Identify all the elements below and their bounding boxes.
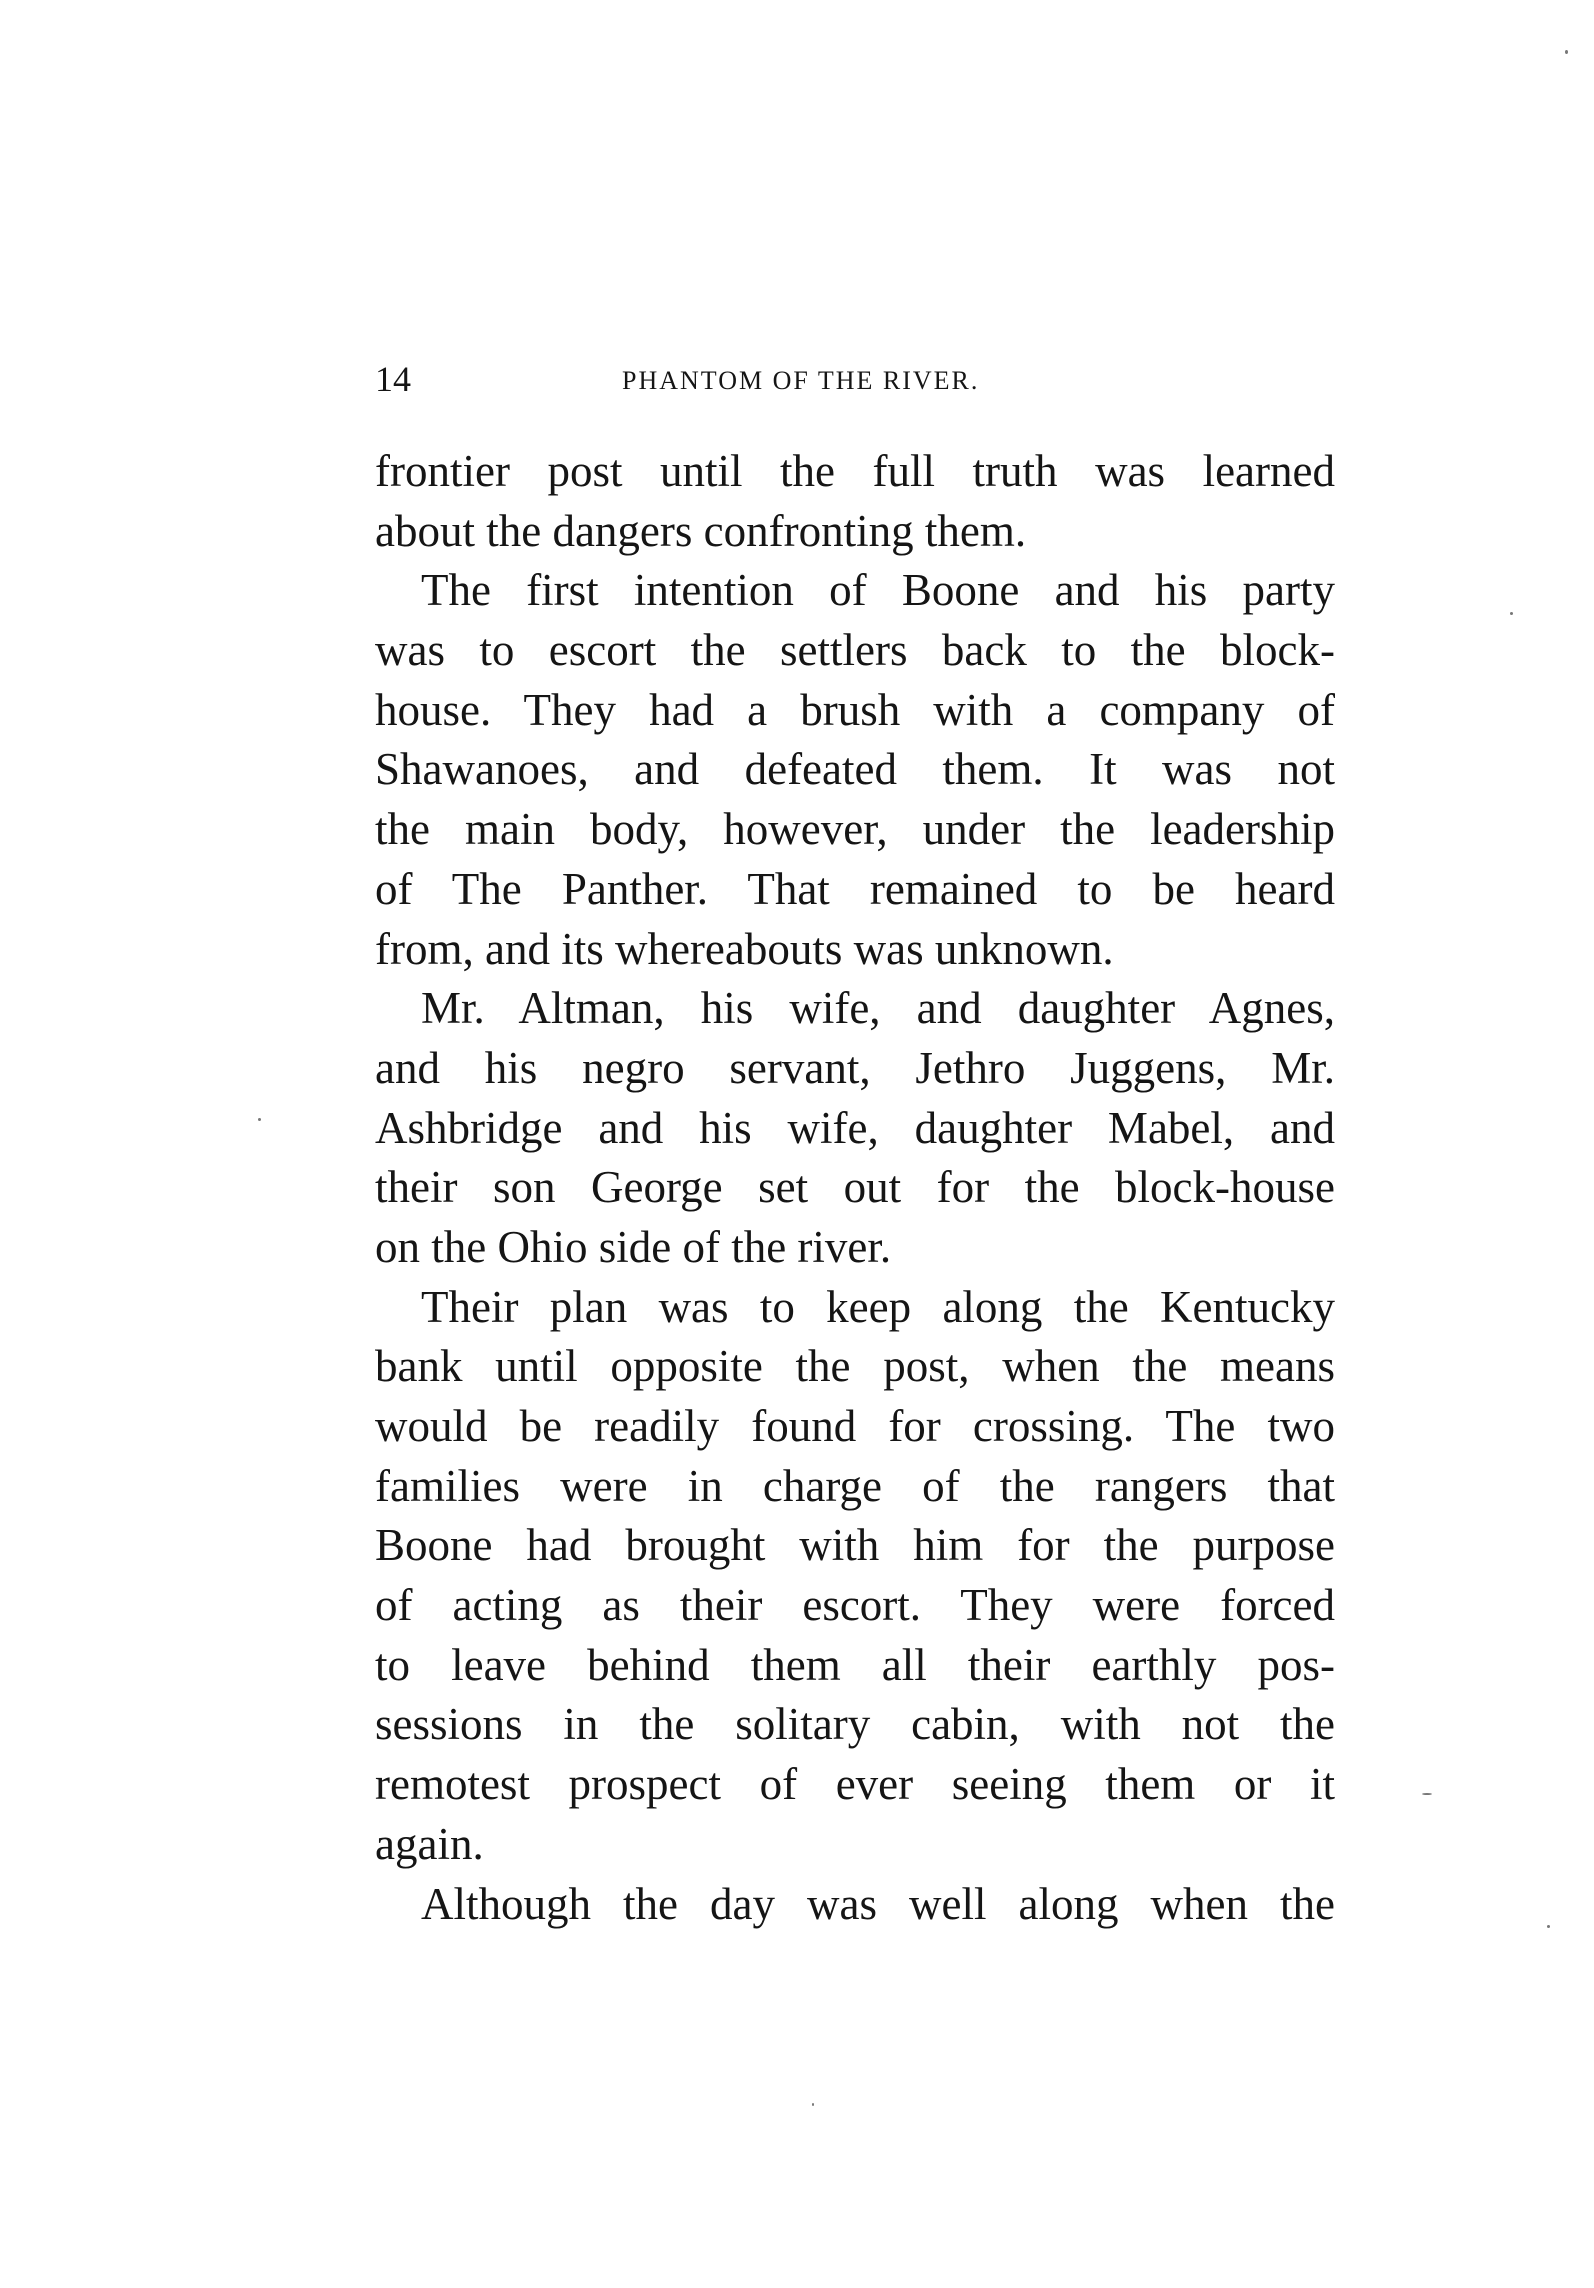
scan-speck: [1510, 612, 1513, 615]
text-line: Ashbridge and his wife, daughter Mabel, and: [375, 1102, 1335, 1153]
text-line: would be readily found for crossing. The two: [375, 1401, 1335, 1451]
scan-speck: [1565, 50, 1568, 54]
scan-speck: [812, 2103, 814, 2106]
text-line: and his negro servant, Jethro Juggens, Mr.: [375, 1042, 1335, 1093]
text-line: about the dangers confronting them.: [375, 505, 1027, 556]
text-line: was to escort the settlers back to the block-: [375, 625, 1335, 676]
text-line: Their plan was to keep along the Kentucky: [421, 1281, 1335, 1332]
text-line: sessions in the solitary cabin, with not the: [375, 1699, 1335, 1750]
text-line: the main body, however, under the leadership: [375, 804, 1335, 855]
scan-speck: [258, 1118, 261, 1121]
page-number: 14: [375, 359, 411, 399]
text-line: their son George set out for the block-house: [375, 1162, 1335, 1213]
text-line: from, and its whereabouts was unknown.: [375, 923, 1114, 974]
text-line: bank until opposite the post, when the means: [375, 1341, 1335, 1392]
text-line: frontier post until the full truth was learned: [375, 446, 1335, 496]
text-line: on the Ohio side of the river.: [375, 1221, 892, 1272]
text-line: again.: [375, 1818, 484, 1869]
text-line: Boone had brought with him for the purpose: [375, 1520, 1335, 1571]
text-line: remotest prospect of ever seeing them or it: [375, 1759, 1335, 1810]
text-line: Shawanoes, and defeated them. It was not: [375, 744, 1335, 795]
text-line: Mr. Altman, his wife, and daughter Agnes,: [421, 983, 1335, 1034]
running-title: PHANTOM OF THE RIVER.: [622, 366, 980, 395]
text-line: of The Panther. That remained to be heard: [375, 863, 1335, 914]
body-text: [375, 442, 1335, 1934]
text-line: to leave behind them all their earthly pos-: [375, 1639, 1335, 1690]
text-line: of acting as their escort. They were forced: [375, 1580, 1335, 1631]
page-header: [375, 355, 1350, 403]
text-line: families were in charge of the rangers that: [375, 1460, 1335, 1511]
scan-speck: [1422, 1793, 1432, 1795]
text-line: Although the day was well along when the: [421, 1878, 1335, 1929]
text-line: The first intention of Boone and his party: [421, 565, 1335, 616]
text-line: house. They had a brush with a company of: [375, 684, 1335, 735]
scan-speck: [1547, 1925, 1550, 1928]
